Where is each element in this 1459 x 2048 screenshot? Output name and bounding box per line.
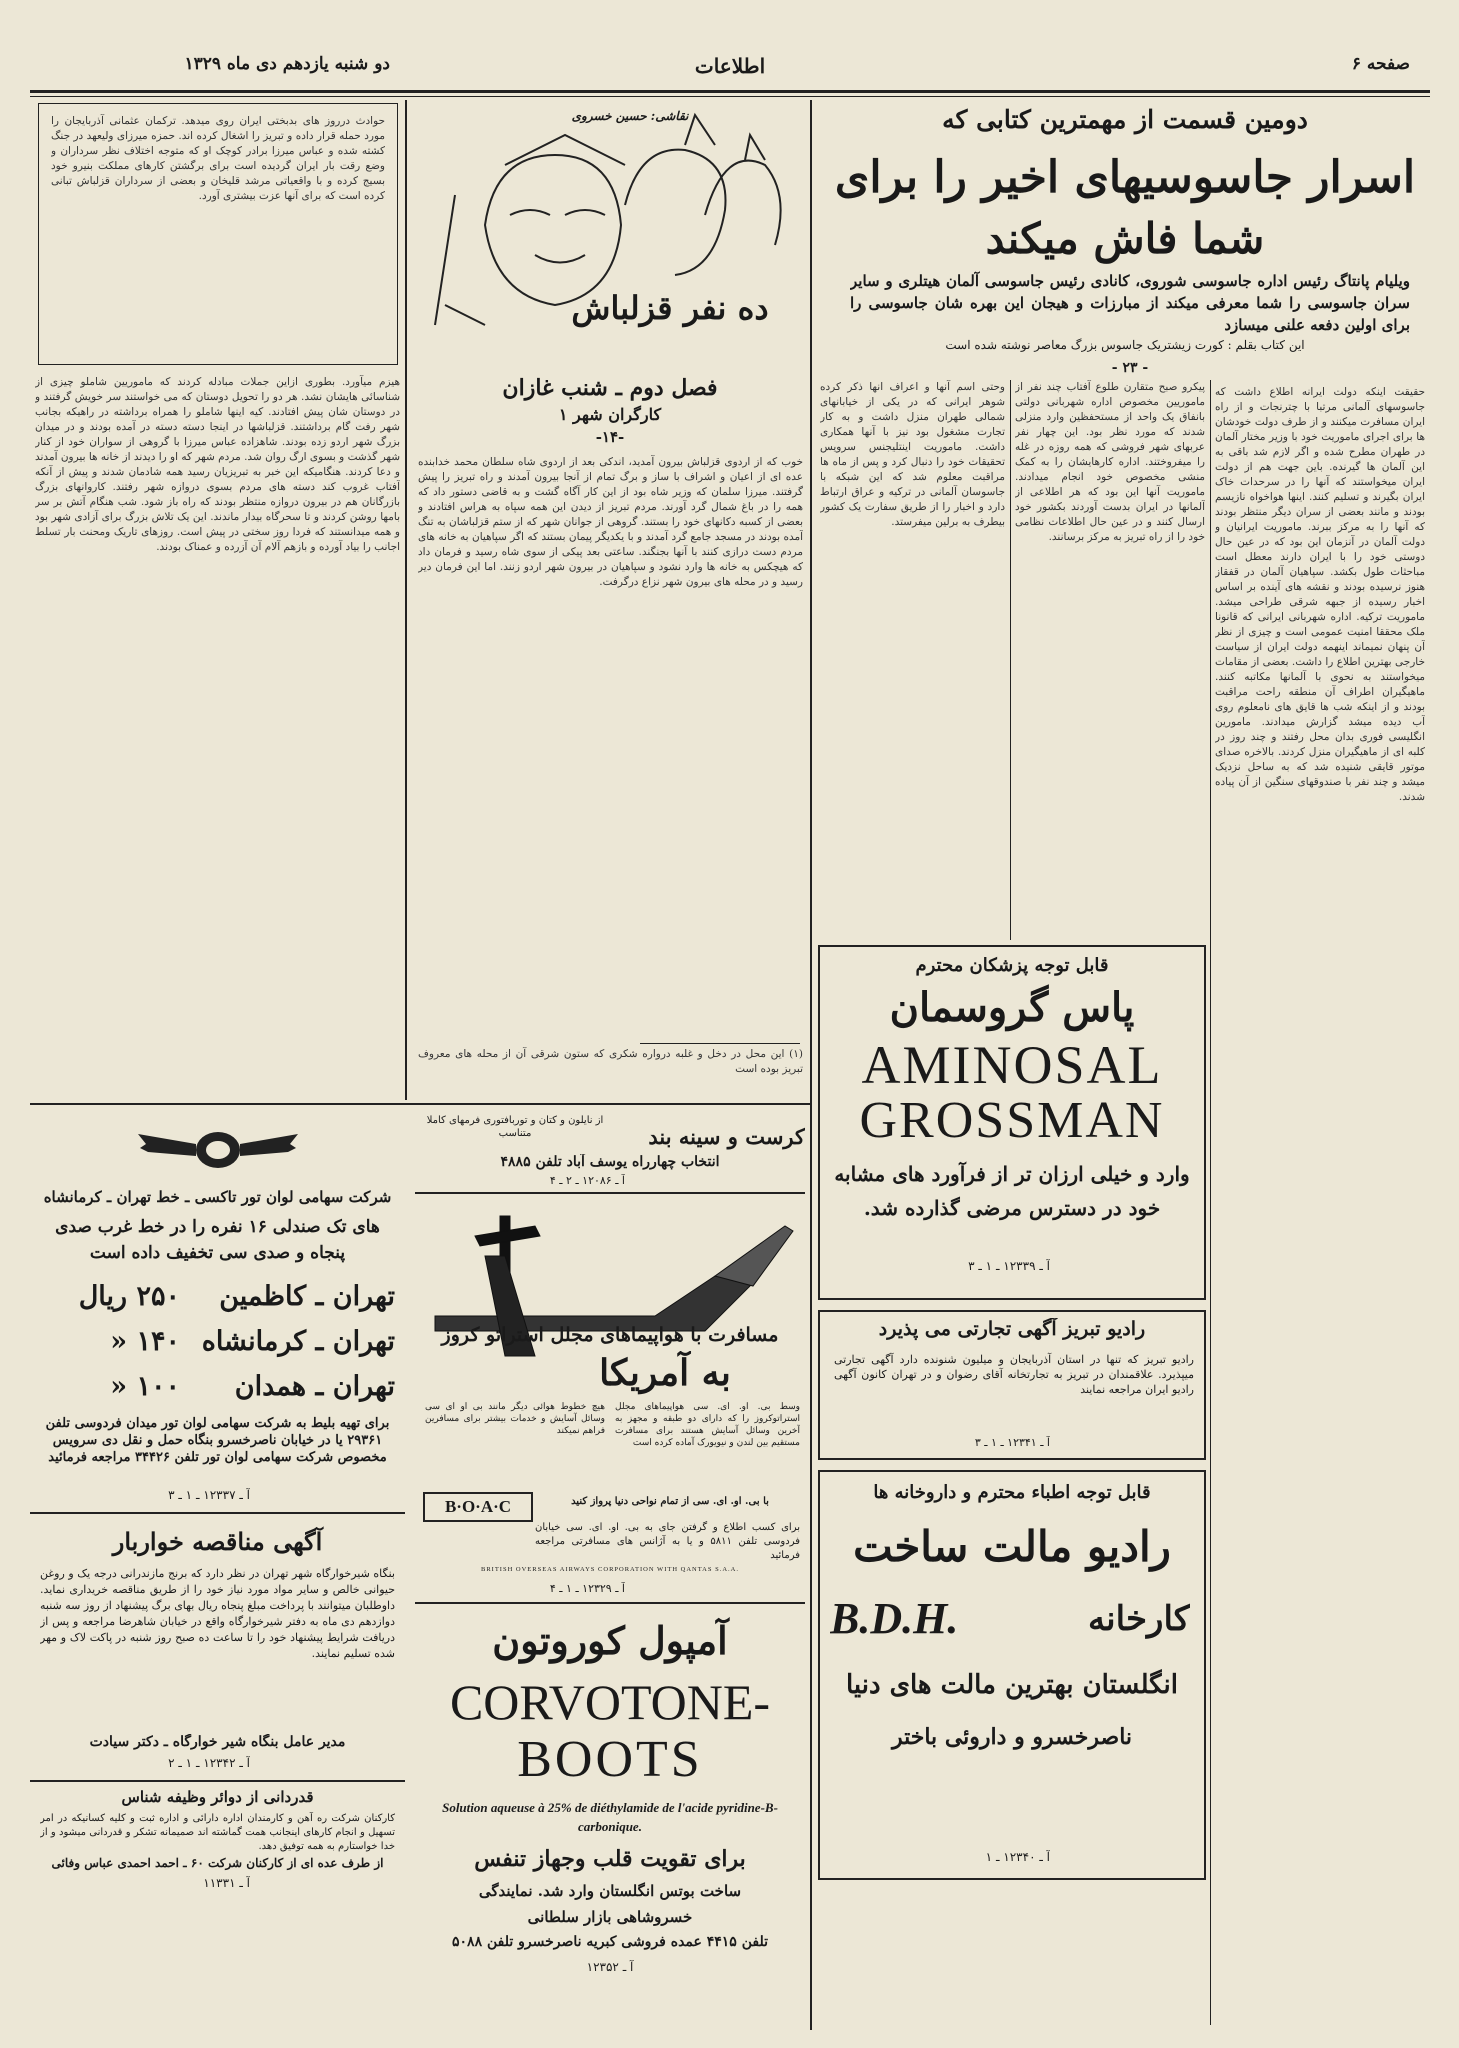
route-row [40,1275,395,1319]
spy-deck: ویلیام پانتاگ رئیس اداره جاسوسی شوروی، کانادی رئیس جاسوسی آلمان هیتلری و سایر سران جاسوسی را شما معرفی میکند از مبارزات و هیجان این بهره شان جاسوسی را برای اولین دفعه علنی میسازد [850,272,1410,334]
serial-number: -۱۴- [595,428,625,446]
spy-title-line1: اسرار جاسوسیهای اخیر را برای [834,152,1416,203]
boac-title: مسافرت با هواپیماهای مجلل استراتو کروز [441,1324,779,1346]
footnote-rule [640,1043,800,1044]
thanks-code: آ ـ ۱۱۳۳۱ [203,1876,250,1890]
aminosal-ad [818,945,1206,1300]
corvotone-brand-1: CORVOTONE- [449,1674,771,1730]
aminosal-name-fa: پاس گروسمان [889,984,1135,1031]
spy-kicker: دومین قسمت از مهمترین کتابی که [942,105,1308,134]
bus-ad-code: آ ـ ۱۲۳۳۷ ـ ۱ ـ ۳ [168,1488,250,1502]
cartoon-title: ده نفر قزلباش [571,289,769,327]
route-price: ۱۰۰ « [110,1371,180,1402]
spy-body-col3: وحتی اسم آنها و اعراف انها ذکر کرده شوهر ایرانی که در یکی از خیابانهای شمالی طهران منزل داشت و به کار تجارت مشغول بود نیز با آنها همکاری داشت. ماموریت اینتلیجنس سرویس تحقیقات خود را دنبال کرد و پس از ماه ها مراقبت معلوم شد که این شبکه با جاسوسان آلمانی در ترکیه و عراق ارتباط دارد و اخبار را از طریق سفارت یک کشور بیطرف به برلین میفرستد. [820,381,1005,528]
section-rule [30,1103,810,1105]
corvotone-ad [415,1606,805,2026]
bdh-sub: کارخانه [1087,1599,1190,1639]
boac-brand-fa: به آمریکا [599,1352,731,1394]
corset-note: از نایلون و کتان و توربافتوری فرمهای کاملا متناسب [426,1115,604,1139]
route-price: ۲۵۰ ریال [78,1281,180,1312]
section-rule [415,1192,805,1194]
bdh-ad [818,1470,1206,1880]
winged-emblem-icon [138,1120,298,1180]
boac-logo: B·O·A·C [423,1492,533,1522]
tender-code: آ ـ ۱۲۳۴۲ ـ ۱ ـ ۲ [168,1756,250,1770]
boac-code: آ ـ ۱۲۳۲۹ ـ ۱ ـ ۴ [549,1582,625,1595]
route-name: تهران ـ همدان [234,1371,395,1402]
corvotone-code: آ ـ ۱۲۳۵۲ [586,1960,634,1974]
thanks-signature: از طرف عده ای از کارکنان شرکت ۶۰ ـ احمد احمدی عباس وفائی [51,1856,384,1870]
boac-contact: برای کسب اطلاع و گرفتن جای به بی. او. ای. سی خیابان فردوسی تلفن ۵۸۱۱ و یا به آژانس های مسافرتی مراجعه فرمائید [535,1522,800,1561]
column-rule [1010,380,1011,940]
page-header [30,54,1430,86]
route-row [40,1365,395,1409]
aminosal-intro: قابل توجه پزشکان محترم [915,955,1109,976]
section-rule [30,1512,405,1514]
tender-title: آگهی مناقصه خواربار [112,1527,323,1556]
spy-title-line2: شما فاش میکند [985,214,1265,263]
history-continued: هیزم میآورد. بطوری ازاین جملات مبادله کردند که ماموریین شاملو چیزی از شناسائی هایشان نشد. هر دو را تحویل دوستان که می خواستند سر خویش گرفتند و در دوستان شان پیش افتادند. کیه اینها شاملو را همراه برداشته در راهیکه بجانب شهر رفت گام برداشتند. قزلباشها در اینجا دسته دسته در آمده بودند و در میدان بزرگ شهر اردو زده بودند. شاهزاده عباس میرزا با گروهی از سواران خود از کنار شهر گذشت و بسوی ارگ روان شد. مردم شهر که او را دیدند از خانه ها بیرون آمدند و دعا کردند. هنگامیکه این خبر به تبریزیان رسید همه شادمان شدند و پیش از آنکه آفتاب غروب کند دسته های مردم بسوی دروازه شهر رفتند. کاروانهای بزرگ بازرگانان هم در بیرون دروازه منتظر بودند که راه باز شود. شب هنگام آتش بر سر بامها روشن کردند و تا سحرگاه بیدار ماندند. این یک تلاش بزرگ برای آزادی شهر بود و همه میدانستند که فردا روز سختی در پیش است. روزهای تاریک ومحنت بار تسلط اجانب را بیاد آورده و بازهم آلام آن آزرده و عمناک بودند. [35,376,400,553]
corvotone-maker: ساخت بوتس انگلستان وارد شد. نمایندگی [478,1882,742,1900]
radio-tabriz-title: رادیو تبریز آگهی تجارتی می پذیرد [878,1318,1146,1340]
column-rule [1210,380,1211,2025]
bdh-intro: قابل توجه اطباء محترم و داروخانه ها [873,1482,1151,1503]
route-row [40,1320,395,1364]
spy-author-line: این کتاب بقلم : کورت زیشتریک جاسوس بزرگ معاصر نوشته شده است [945,338,1305,352]
boac-tagline: با بی. او. ای. سی از تمام نواحی دنیا پرواز کنید [571,1496,769,1507]
tender-body: بنگاه شیرخوارگاه شهر تهران در نظر دارد که برنج مازندرانی درجه یک و روغن حیوانی خالص و سایر مواد مورد نیاز خود را از طریق مناقصه خریداری نماید. داوطلبان میتوانند با پرداخت مبلغ پنجاه ریال بهای برگ پیشنهاد از روز سه شنبه دوازدهم دی ماه به دفتر شیرخوارگاه واقع در خیابان شاهرضا مراجعه و پس از دریافت شرایط پیشنهاد خود را تا ساعت ده صبح روز شنبه در پاکت لاک و مهر شده تسلیم نمایند. [40,1567,395,1660]
route-name: تهران ـ کرمانشاه [201,1326,395,1357]
bus-ad-intro: های تک صندلی ۱۶ نفره را در خط غرب صدی پنجاه و صدی سی تخفیف داده است [55,1217,380,1263]
tender-signature: مدیر عامل بنگاه شیر خوارگاه ـ دکتر سیادت [89,1734,346,1750]
aminosal-name-en-1: AMINOSAL [861,1037,1163,1093]
bdh-code: آ ـ ۱۲۳۴۰ ـ ۱ [985,1850,1050,1864]
corset-line: انتخاب چهارراه یوسف آباد تلفن ۴۸۸۵ [500,1154,720,1170]
cartoon [415,105,805,345]
bus-ad [30,1110,405,1510]
boac-ad [415,1196,805,1601]
spy-body-col1: حقیقت اینکه دولت ایرانه اطلاع داشت که جاسوسهای آلمانی مرتبا با چترنجات و از راه ایران مسافرت میکنند و از طرف دولت خودشان ها برای اجرای ماموریت خود با وزیر مختار آلمان در طهران مطرح شده و اگر لازم شد باقی به این آلمان ها گیرنده. باین جهت هم از دولت ایران میخواستند که آنها را در سرحدات خاک ایران بگیرند و تسلیم کنند. اینها هواخواه نازیسم بودند و مانند بعضی از سران دیگر منتظر بودند که آنها را به مرکز ببرند. ماموریت ایرانیان و دولت آلمان در آنزمان این بود که در عین حال دوستی خود را با ایران دارند معطل است مباحثات طول بکشد. سپاهیان آلمان در قفقاز هنوز نرسیده بودند و نقشه های آینده بر اساس اخبار رسیده از جبهه شرقی طراحی میشد. ماموریت ترکیه. اداره شهربانی ایرانی که قانونا ملک محققا امنیت عمومی است و چیزی از نظر آن پنهان نمیماند اینهمه دولت ایران از سیاست خارجی بهترین اطلاع را داشت. بعضی از مقامات میخواستند به نحوی با آلمانها مکاتبه کنند. ماهیگیران اطراف آن منطقه راحت مراقبت بودند و از اینکه شب ها قایق های نامعلوم روی آب دیده میشد گزارش میدادند. مامورین انگلیسی فوری بدان محل رفتند و چند روز در کلبه ای از ماهیگیران منزل کردند. بالاخره صدای موتور قایقی شنیده شد که به ساحل نزدیک میشد و چند نفر با صندوقهای سنگین از آن پیاده شدند. [1215,386,1425,803]
boac-text-1: وسط بی. او. ای. سی هواپیماهای مجلل استراتوکروز را که دارای دو طبقه و مجهز به آخرین وسائل آسایش هستند برای مسافرت مستقیم بین لندن و نیویورک آماده کرده است [615,1402,800,1448]
corset-ad [415,1110,805,1190]
bdh-logo: B.D.H. [830,1594,959,1643]
serial-footnote: (۱) این محل در دخل و غلبه درواره شکری که ستون شرقی آن از محله های معروف تبریز بوده است [418,1048,803,1075]
route-price: ۱۴۰ « [110,1326,180,1357]
corset-title: کرست و سینه بند [648,1124,805,1149]
tender-ad [30,1516,405,1778]
aminosal-name-en-2: GROSSMAN [859,1093,1165,1149]
spy-part-number: - ۲۳ - [1111,360,1149,376]
bdh-dealer: ناصرخسرو و داروئی باختر [891,1724,1133,1750]
thanks-ad [30,1784,405,1894]
corvotone-use: برای تقویت قلب وجهاز تنفس [474,1846,746,1872]
corvotone-dealer: خسروشاهی بازار سلطانی [527,1908,693,1926]
column-rule [810,100,812,2030]
route-name: تهران ـ کاظمین [219,1281,395,1312]
boac-text-2: هیچ خطوط هوائی دیگر مانند بی او ای سی وسائل آسایش و خدمات بیشتر برای مسافرین فراهم نمیکند [425,1402,605,1436]
history-summary: حوادث درروز های بدبختی ایران روی میدهد. ترکمان عثمانی آذربایجان را مورد حمله قرار داده و تبریز را اشغال کرده اند. حمزه میرزای ولیعهد در جنگ کشته شده و عباس میرزا برادر کوچک او که متوجه اختلاف نظر سرداران و وضع رقت بار ایران گردیده است برای برگشتن کارهای مملکت بنیرو خود بسیج کرده و با واقعیاتی مرشد قلیخان و بعضی از سرداران قزلباش تبانی کرده است که برای آنها عزت بیشتری آورد. [51,115,385,202]
boac-footer: BRITISH OVERSEAS AIRWAYS CORPORATION WITH QANTAS S.A.A. [481,1566,739,1573]
corvotone-desc: Solution aqueuse à 25% de diéthylamide de l'acide pyridine-B- carbonique. [442,1800,778,1834]
aminosal-code: آ ـ ۱۲۳۳۹ ـ ۱ ـ ۳ [968,1259,1050,1273]
serial-body: خوب که از اردوی قزلباش بیرون آمدید، اندکی بعد از اردوی شاه سلطان محمد خدابنده عده ای از اعیان و اشراف با ساز و برگ تمام از آنجا بیرون آمدند و راه تبریز را پیش گرفتند. میرزا سلمان که وزیر شاه بود از این کار آگاه گشت و به قاضی دستور داد که همه را در باغ شمال گرد آورند. مردم تبریز از دیدن این همه سپاه به هراس افتادند و بعضی از کسبه دکانهای خود را بستند. گروهی از جوانان شهر که از ستم قزلباشان به تنگ آمده بودند در مسجد جامع گرد آمدند و با یکدیگر پیمان بستند که اگر سپاهیان به خانه های مردم دست درازی کنند با آنها بجنگند. ساعتی بعد پیکی از سوی شاه رسید و فرمان داد که هیچکس به خانه ها وارد نشود و سپاهیان در بیرون شهر اردو زنند. اما این فرمان دیر رسید و در محله های بیرون شهر نزاع درگرفت. [418,456,803,588]
bus-ad-title: شرکت سهامی لوان تور تاکسی ـ خط تهران ـ کرمانشاه [43,1188,392,1206]
header-rule [30,90,1430,93]
bdh-line: انگلستان بهترین مالت های دنیا [846,1670,1178,1700]
history-summary-box [38,103,398,365]
corvotone-brand-2: BOOTS [517,1732,703,1788]
section-rule [415,1602,805,1604]
thanks-body: کارکنان شرکت ره آهن و کارمندان اداره دارائی و اداره ثبت و کلیه کسانیکه در امر تسهیل و انجام کارهای اینجانب همت گماشته اند صمیمانه تشکر و قدردانی میشود و از خدا خواستارم به همه توفیق دهد. [40,1813,395,1852]
serial-chapter: فصل دوم ـ شنب غازان [502,375,718,401]
thanks-title: قدردانی از دوائر وظیفه شناس [121,1788,314,1806]
header-rule-thin [30,96,1430,97]
serial-subtitle: کارگران شهر ۱ [558,405,662,424]
cartoon-artist-signature: نقاشی: حسین خسروی [571,109,689,123]
issue-date: دو شنبه یازدهم دی ماه ۱۳۲۹ [184,54,390,74]
corset-code: آ ـ ۱۲۰۸۶ ـ ۲ ـ ۴ [549,1174,625,1187]
page-number: صفحه ۶ [1351,54,1410,74]
radio-tabriz-body: رادیو تبریز که تنها در استان آذربایجان و میلیون شنونده دارد آگهی تجارتی میپذیرد. علاقمندان در تبریز به تجارتخانه آقای رضوان و در تهران کانون آگهی رادیو ایران مراجعه نمایند [834,1353,1194,1396]
corvotone-title-fa: آمپول کوروتون [492,1618,728,1663]
corvotone-phone: تلفن ۴۴۱۵ عمده فروشی کبریه ناصرخسرو تلفن ۵۰۸۸ [452,1934,768,1950]
column-rule [405,100,407,1100]
bus-ad-info: برای تهیه بلیط به شرکت سهامی لوان تور میدان فردوسی تلفن ۲۹۳۶۱ یا در خیابان ناصرخسرو بنگاه حمل و نقل دی سرویس مخصوص شرکت سهامی لوان تور تلفن ۳۴۴۲۶ مراجعه فرمائید [45,1416,390,1465]
bdh-title: رادیو مالت ساخت [853,1522,1171,1571]
aminosal-body: وارد و خیلی ارزان تر از فرآورد های مشابه خود در دسترس مرضی گذارده شد. [834,1162,1190,1220]
section-rule [30,1780,405,1782]
masthead: اطلاعات [694,54,766,78]
spy-body-col2: پیکرو صبح متقارن طلوع آفتاب چند نفر از ماموریین مخصوص اداره شهربانی دولتی بانفاق یک واحد از مستحفظین وارد منزلی شدند که مورد نظر بود. این چهار نفر عربهای شهر فروشی که همه روزه در غله را میفروختند. اداره کارهایشان را به کمک منشی مخصوص خود انجام میدادند. ماموریت آنها این بود که هر اطلاعی از آلمانها در ایران بدست آوردند بکشور خود ارسال کنند و در عین حال اطلاعات نظامی خود را از راه تبریز به مرکز برسانند. [1015,381,1205,543]
radio-tabriz-code: آ ـ ۱۲۳۴۱ ـ ۱ ـ ۳ [974,1436,1050,1449]
radio-tabriz-ad [818,1310,1206,1460]
